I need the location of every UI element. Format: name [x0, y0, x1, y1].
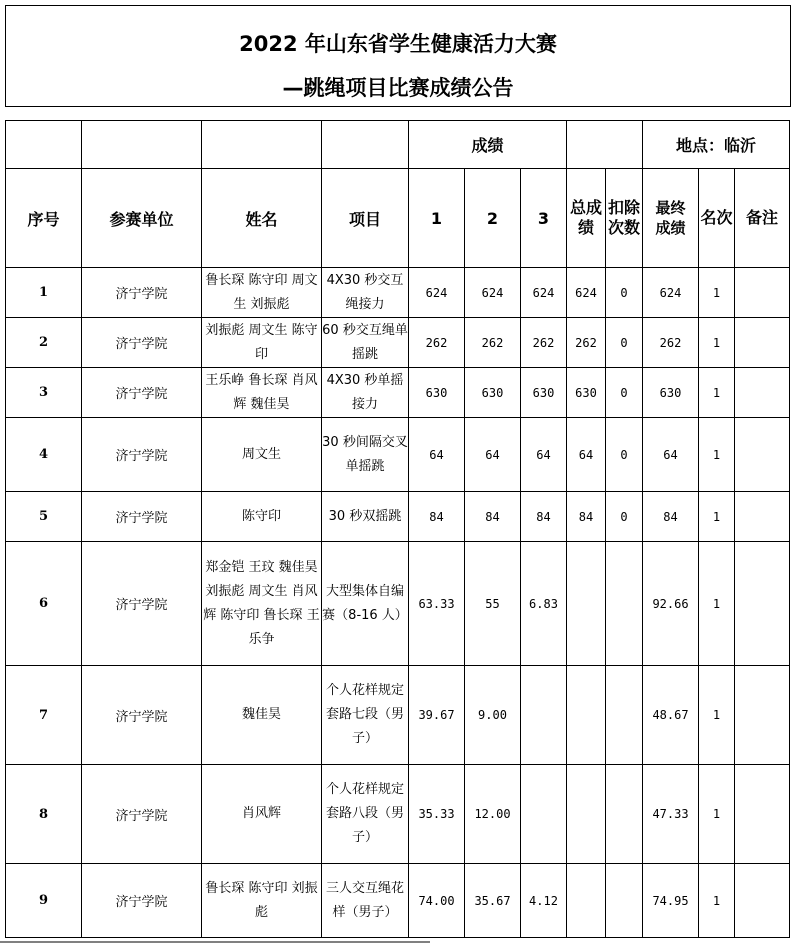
cell-s3: 630: [521, 368, 567, 418]
table-row: [6, 418, 790, 492]
cell-names: 王乐峥 鲁长琛 肖风辉 魏佳昊: [202, 368, 322, 418]
cell-event: 60 秒交互绳单摇跳: [322, 318, 409, 368]
cell-unit: 济宁学院: [82, 318, 202, 368]
cell-event: 30 秒双摇跳: [322, 492, 409, 542]
cell-note: [735, 666, 790, 765]
cell-event: 4X30 秒单摇接力: [322, 368, 409, 418]
cell-s1: 630: [409, 368, 465, 418]
column-header-row: [6, 169, 790, 268]
cell-rank: 1: [699, 666, 735, 765]
col-header-note: 备注: [735, 169, 790, 268]
cell-unit: 济宁学院: [82, 418, 202, 492]
cell-s1: 35.33: [409, 765, 465, 864]
table-row: [6, 542, 790, 666]
page-bottom-edge: [0, 940, 798, 948]
cell-rank: 1: [699, 368, 735, 418]
location-label: 地点：临沂: [643, 121, 790, 169]
cell-s2: 12.00: [465, 765, 521, 864]
table-row: [6, 268, 790, 318]
cell-s2: 9.00: [465, 666, 521, 765]
cell-seq: 7: [6, 666, 82, 765]
table-row: [6, 368, 790, 418]
cell-s2: 55: [465, 542, 521, 666]
cell-note: [735, 318, 790, 368]
cell-event: 个人花样规定套路七段（男子）: [322, 666, 409, 765]
cell-unit: 济宁学院: [82, 765, 202, 864]
cell-s3: [521, 666, 567, 765]
cell-unit: 济宁学院: [82, 542, 202, 666]
cell-total: 630: [567, 368, 606, 418]
col-header-total: 总成绩: [567, 169, 606, 268]
cell-s3: [521, 765, 567, 864]
cell-names: 周文生: [202, 418, 322, 492]
cell-rank: 1: [699, 542, 735, 666]
cell-unit: 济宁学院: [82, 368, 202, 418]
cell-deduct: 0: [606, 418, 643, 492]
cell-unit: 济宁学院: [82, 666, 202, 765]
cell-unit: 济宁学院: [82, 864, 202, 938]
cell-final: 624: [643, 268, 699, 318]
cell-names: 鲁长琛 陈守印 周文生 刘振彪: [202, 268, 322, 318]
cell-note: [735, 492, 790, 542]
cell-s1: 262: [409, 318, 465, 368]
cell-final: 262: [643, 318, 699, 368]
cell-s3: 624: [521, 268, 567, 318]
col-header-unit: 参赛单位: [82, 169, 202, 268]
cell-deduct: 0: [606, 268, 643, 318]
cell-names: 刘振彪 周文生 陈守印: [202, 318, 322, 368]
cell-final: 630: [643, 368, 699, 418]
cell-rank: 1: [699, 318, 735, 368]
cell-final: 92.66: [643, 542, 699, 666]
cell-event: 三人交互绳花样（男子）: [322, 864, 409, 938]
table-row: [6, 318, 790, 368]
title-box: [5, 5, 791, 107]
cell-names: 肖风辉: [202, 765, 322, 864]
cell-s1: 74.00: [409, 864, 465, 938]
cell-deduct: [606, 542, 643, 666]
cell-note: [735, 542, 790, 666]
cell-unit: 济宁学院: [82, 268, 202, 318]
document-subtitle: —跳绳项目比赛成绩公告: [282, 76, 514, 100]
col-header-names: 姓名: [202, 169, 322, 268]
cell-s3: 6.83: [521, 542, 567, 666]
col-header-final: 最终成绩: [643, 169, 699, 268]
cell-s1: 39.67: [409, 666, 465, 765]
group-header-row: [6, 121, 790, 169]
cell-total: 624: [567, 268, 606, 318]
cell-rank: 1: [699, 268, 735, 318]
cell-seq: 3: [6, 368, 82, 418]
cell-rank: 1: [699, 492, 735, 542]
col-header-score-3: 3: [521, 169, 567, 268]
cell-rank: 1: [699, 765, 735, 864]
cell-event: 30 秒间隔交叉单摇跳: [322, 418, 409, 492]
cell-s3: 262: [521, 318, 567, 368]
cell-names: 魏佳昊: [202, 666, 322, 765]
col-header-seq: 序号: [6, 169, 82, 268]
blank-cell: [6, 121, 82, 169]
cell-deduct: 0: [606, 368, 643, 418]
table-row: [6, 492, 790, 542]
cell-names: 鲁长琛 陈守印 刘振彪: [202, 864, 322, 938]
cell-unit: 济宁学院: [82, 492, 202, 542]
cell-s2: 64: [465, 418, 521, 492]
cell-s1: 64: [409, 418, 465, 492]
cell-note: [735, 418, 790, 492]
cell-s1: 624: [409, 268, 465, 318]
cell-rank: 1: [699, 864, 735, 938]
cell-s2: 624: [465, 268, 521, 318]
col-header-rank: 名次: [699, 169, 735, 268]
cell-event: 4X30 秒交互绳接力: [322, 268, 409, 318]
cell-names: 郑金铠 王玟 魏佳昊 刘振彪 周文生 肖风辉 陈守印 鲁长琛 王乐争: [202, 542, 322, 666]
cell-s2: 35.67: [465, 864, 521, 938]
blank-cell: [567, 121, 643, 169]
cell-deduct: [606, 765, 643, 864]
cell-final: 47.33: [643, 765, 699, 864]
document-title: 2022 年山东省学生健康活力大赛: [239, 32, 557, 56]
cell-seq: 5: [6, 492, 82, 542]
table-row: [6, 864, 790, 938]
cell-names: 陈守印: [202, 492, 322, 542]
cell-total: 64: [567, 418, 606, 492]
cell-note: [735, 864, 790, 938]
cell-seq: 2: [6, 318, 82, 368]
cell-seq: 4: [6, 418, 82, 492]
col-header-score-1: 1: [409, 169, 465, 268]
table-row: [6, 765, 790, 864]
col-header-deduct: 扣除次数: [606, 169, 643, 268]
cell-s1: 84: [409, 492, 465, 542]
blank-cell: [82, 121, 202, 169]
cell-event: 大型集体自编赛（8-16 人）: [322, 542, 409, 666]
cell-note: [735, 268, 790, 318]
results-table: [5, 120, 790, 938]
cell-event: 个人花样规定套路八段（男子）: [322, 765, 409, 864]
blank-cell: [202, 121, 322, 169]
cell-total: [567, 666, 606, 765]
cell-seq: 9: [6, 864, 82, 938]
cell-s2: 262: [465, 318, 521, 368]
cell-s2: 84: [465, 492, 521, 542]
cell-total: 262: [567, 318, 606, 368]
cell-s1: 63.33: [409, 542, 465, 666]
cell-s3: 4.12: [521, 864, 567, 938]
cell-s3: 84: [521, 492, 567, 542]
cell-total: [567, 542, 606, 666]
cell-deduct: [606, 666, 643, 765]
col-header-event: 项目: [322, 169, 409, 268]
cell-note: [735, 368, 790, 418]
cell-final: 74.95: [643, 864, 699, 938]
table-row: [6, 666, 790, 765]
cell-rank: 1: [699, 418, 735, 492]
scores-group-header: 成绩: [409, 121, 567, 169]
cell-total: [567, 765, 606, 864]
cell-s3: 64: [521, 418, 567, 492]
cell-total: [567, 864, 606, 938]
cell-note: [735, 765, 790, 864]
cell-total: 84: [567, 492, 606, 542]
cell-s2: 630: [465, 368, 521, 418]
cell-seq: 8: [6, 765, 82, 864]
cell-seq: 6: [6, 542, 82, 666]
cell-deduct: [606, 864, 643, 938]
cell-final: 84: [643, 492, 699, 542]
cell-seq: 1: [6, 268, 82, 318]
cell-deduct: 0: [606, 492, 643, 542]
cell-final: 64: [643, 418, 699, 492]
col-header-score-2: 2: [465, 169, 521, 268]
blank-cell: [322, 121, 409, 169]
cell-final: 48.67: [643, 666, 699, 765]
cell-deduct: 0: [606, 318, 643, 368]
